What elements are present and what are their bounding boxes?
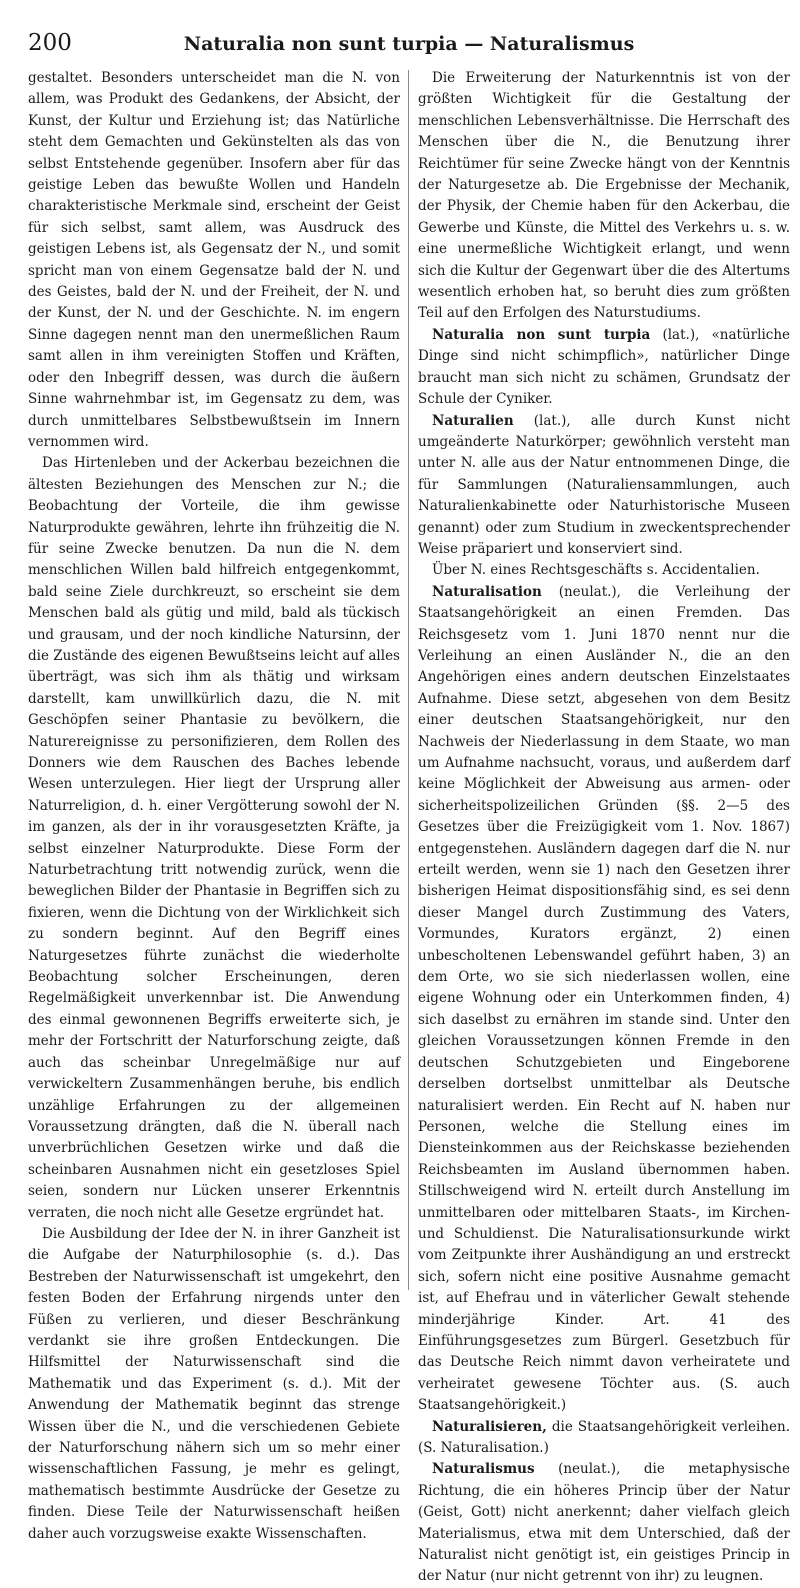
entry-text: Die Erweiterung der Naturkenntnis ist von der größten Wichtigkeit für die Gestaltung der menschlichen Lebensverhältnisse. Die Herrschaft des Menschen über die N., die Benutzung ihrer Reichtümer für seine Zwecke hängt von der Kenntnis der Naturgesetze ab. Die Ergebnisse der Mechanik, der Physik, der Chemie haben für den Ackerbau, die Gewerbe und Künste, die Mittel des Verkehrs u. s. w. eine unermeßliche Wichtigkeit erlangt, und wenn sich die Kultur der Gegenwart über die des Altertums wesentlich erhoben hat, so beruht dies zum größten Teil auf den Erfolgen des Naturstudiums.: [418, 70, 790, 322]
right-column: [418, 68, 791, 1585]
cross-reference: [418, 560, 790, 581]
paragraph: gestaltet. Besonders unterscheidet man die N. von allem, was Produkt des Gedankens, der Absicht, der Kunst, der Kultur und Erziehung ist; das Natürliche steht dem Gemachten und Gekünstelten als das von selbst Entstehende gegenüber. Insofern aber für das geistige Leben das bewußte Wollen und Handeln charakteristische Merkmale sind, erscheint der Geist für sich selbst, samt allem, was Ausdruck des geistigen Lebens ist, als Gegensatz der N., und somit spricht man von einem Gegensatze bald der N. und des Geistes, bald der N. und der Freiheit, der N. und der Kunst, der N. und der Geschichte. N. im engern Sinne dagegen nennt man den unermeßlichen Raum samt allen in ihm vereinigten Stoffen und Kräften, oder den Inbegriff dessen, was durch die äußern Sinne wahrnehmbar ist, im Gegensatz zu dem, was durch unmittelbares Selbstbewußtsein im Innern vernommen wird.: [28, 70, 400, 450]
entry-text: (lat.), «natürliche Dinge sind nicht schimpflich», natürlicher Dinge braucht man sich nicht zu schämen, Grundsatz der Schule der Cyniker.: [418, 326, 791, 408]
left-column: [28, 68, 400, 1542]
dictionary-entry: [418, 1417, 790, 1460]
entry-headword: Naturalia non sunt turpia: [432, 326, 651, 343]
entry-headword: Naturalisieren,: [432, 1418, 547, 1435]
entry-headword: Naturalien: [432, 412, 514, 429]
paragraph: Das Hirtenleben und der Ackerbau bezeichnen die ältesten Beziehungen des Menschen zur N.; die Beobachtung der Vorteile, die ihm gewisse Naturprodukte gewähren, lehrte ihn frühzeitig die N. für seine Zwecke benutzen. Da nun die N. dem menschlichen Willen bald hilfreich entgegenkommt, bald seine Ziele durchkreuzt, so erscheint sie dem Menschen bald als gütig und mild, bald als tückisch und grausam, und der noch kindliche Natursinn, der die Zustände des eigenen Bewußtseins leicht auf alles überträgt, was sich ihm als thätig und wirksam darstellt, kam unwillkürlich dazu, die N. mit Geschöpfen seiner Phantasie zu bevölkern, die Naturereignisse zu personifizieren, dem Rollen des Donners wie dem Rauschen des Baches lebende Wesen unterzulegen. Hier liegt der Ursprung aller Naturreligion, d. h. einer Vergötterung sowohl der N. im ganzen, als der in ihr vorausgesetzten Kräfte, ja selbst einzelner Naturprodukte. Diese Form der Naturbetrachtung tritt notwendig zurück, wenn die beweglichen Bilder der Phantasie in Begriffen sich zu fixieren, wenn die Dichtung von der Wirklichkeit sich zu sondern beginnt. Auf den Begriff eines Naturgesetzes führte zunächst die wiederholte Beobachtung solcher Erscheinungen, deren Regelmäßigkeit unverkennbar ist. Die Anwendung des einmal gewonnenen Begriffs erweiterte sich, je mehr der Fortschritt der Naturforschung zeigte, daß auch das scheinbar Unregelmäßige nur auf verwickeltern Zusammenhängen beruhe, bis endlich unzählige Erfahrungen zu der allgemeinen Voraussetzung drängten, daß die N. überall nach unverbrüchlichen Gesetzen wirke und daß die scheinbaren Ausnahmen nicht ein gesetzloses Spiel seien, sondern nur Lücken unserer Erkenntnis verraten, die noch nicht alle Gesetze ergründet hat.: [28, 455, 400, 1221]
entry-text: die Staatsangehörigkeit verleihen. (S. Naturalisation.): [418, 1418, 790, 1456]
paragraph: Die Ausbildung der Idee der N. in ihrer Ganzheit ist die Aufgabe der Naturphilosophie (s. d.). Das Bestreben der Naturwissenschaft ist umgekehrt, den festen Boden der Erfahrung nirgends unter den Füßen zu verlieren, und dieser Beschränkung verdankt sie ihre großen Entdeckungen. Die Hilfsmittel der Naturwissenschaft sind die Mathematik und das Experiment (s. d.). Mit der Anwendung der Mathematik beginnt das strenge Wissen über die N., und die verschiedenen Gebiete der Naturforschung nähern sich um so mehr einer wissenschaftlichen Fassung, je mehr es gelingt, mathematisch bestimmte Ausdrücke der Gesetze zu finden. Diese Teile der Naturwissenschaft heißen daher auch vorzugsweise exakte Wissenschaften.: [28, 1225, 400, 1542]
page-header: [28, 30, 788, 62]
dictionary-entry: [418, 411, 790, 561]
entry-headword: Naturalisation: [432, 583, 542, 600]
entry-text: Über N. eines Rechtsgeschäfts s. Accidentalien.: [432, 562, 760, 579]
dictionary-entry: [418, 1459, 790, 1587]
entry-text: (neulat.), die metaphysische Richtung, die ein höheres Princip über der Natur (Geist, Gott) nicht anerkennt; daher vielfach gleich Materialismus, etwa mit dem Unterschied, daß der Naturalist nicht genötigt ist, ein geistiges Princip in der Natur (nur nicht getrennt von ihr) zu leugnen.: [418, 1461, 790, 1585]
entry-headword: Naturalismus: [432, 1461, 535, 1478]
entry-text: (lat.), alle durch Kunst nicht umgeänderte Naturkörper; gewöhnlich versteht man unter N. alle aus der Natur entnommenen Dinge, die für Sammlungen (Naturaliensammlungen, auch Naturalienkabinette oder Naturhistorische Museen genannt) oder zum Studium in zweckentsprechender Weise präpariert und konserviert sind.: [418, 412, 790, 557]
running-title: Naturalia non sunt turpia — Naturalismus: [183, 33, 635, 55]
dictionary-entry: [418, 325, 790, 411]
paragraph: [418, 68, 790, 325]
dictionary-entry: [418, 582, 790, 1417]
entry-text: (neulat.), die Verleihung der Staatsangehörigkeit an einen Fremden. Das Reichsgesetz vom 1. Juni 1870 nennt nur die Verleihung an einen Ausländer N., die an den Angehörigen eines andern deutschen Einzelstaates Aufnahme. Diese setzt, abgesehen von dem Besitz einer deutschen Staatsangehörigkeit, nur den Nachweis der Niederlassung in dem Staate, wo man um Aufnahme nachsucht, voraus, und außerdem darf keine Möglichkeit der Abweisung aus armen- oder sicherheitspolizeilichen Gründen (§§. 2—5 des Gesetzes über die Freizügigkeit vom 1. Nov. 1867) entgegenstehen. Ausländern dagegen darf die N. nur erteilt werden, wenn sie 1) nach den Gesetzen ihrer bisherigen Heimat dispositionsfähig sind, es sei denn dieser Mangel durch Zustimmung des Vaters, Vormundes, Kurators ergänzt, 2) einen unbescholtenen Lebenswandel geführt haben, 3) an dem Orte, wo sie sich niederlassen wollen, eine eigene Wohnung oder ein Unterkommen finden, 4) sich daselbst zu ernähren im stande sind. Unter den gleichen Voraussetzungen können Fremde in den deutschen Schutzgebieten und Eingeborene derselben dortselbst unmittelbar als Deutsche naturalisiert werden. Ein Recht auf N. haben nur Personen, welche die Stellung eines im Diensteinkommen aus der Reichskasse beziehenden Reichsbeamten im Ausland übernommen haben. Stillschweigend wird N. erteilt durch Anstellung im unmittelbaren oder mittelbaren Staats-, im Kirchen- und Schuldienst. Die Naturalisationsurkunde wirkt vom Zeitpunkte ihrer Aushändigung an und erstreckt sich, sofern nicht eine positive Ausnahme gemacht ist, auf Ehefrau und in väterlicher Gewalt stehende minderjährige Kinder. Art. 41 des Einführungsgesetzes zum Bürgerl. Gesetzbuch für das Deutsche Reich nimmt davon verheiratete und verheiratet gewesene Töchter aus. (S. auch Staatsangehörigkeit.): [418, 583, 790, 1414]
page-number: 200: [28, 30, 72, 56]
column-divider: [408, 70, 409, 1290]
